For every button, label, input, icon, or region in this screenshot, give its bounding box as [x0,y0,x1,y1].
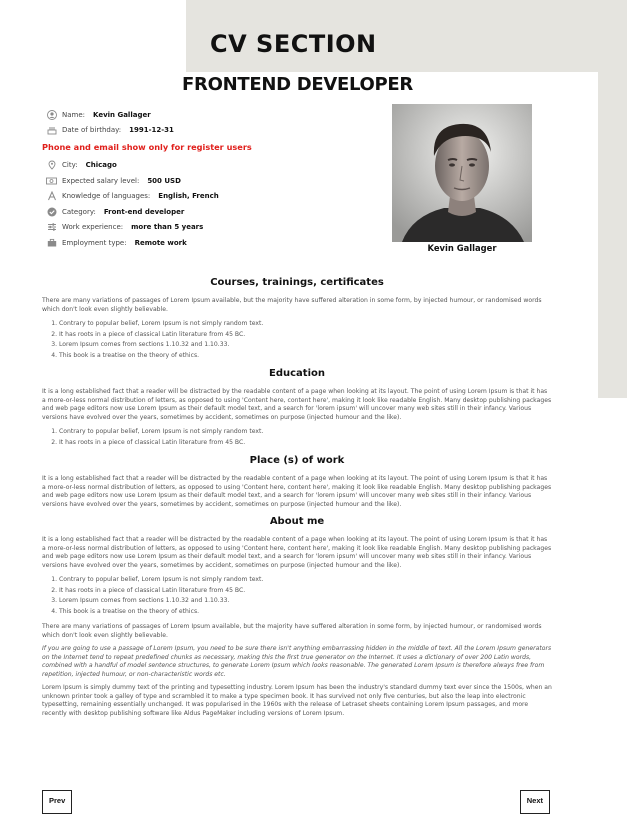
map-pin-icon [46,160,57,170]
side-band [598,72,627,398]
list-item: 2. It has roots in a piece of classical Latin literature from 45 BC. [59,438,552,449]
birthday-cake-icon [46,125,57,135]
about-text: It is a long established fact that a reader will be distracted by the readable content of a page when looking at its layout. The point of using Lorem Ipsum is that it has a more-or-less normal distribution of letters, as opposed to using 'Content here, content here', making it look like readable English. Many desktop publishing packages and web page editors now use Lorem Ipsum as their default model text, and a search for 'lorem ipsum' will uncover many web sites still in their infancy. Various versions have evolved over the years, sometimes by accident, sometimes on purpose (injected humour and the like). [42,536,552,569]
courses-heading: Courses, trainings, certificates [210,277,384,288]
work-heading: Place (s) of work [249,455,345,466]
languages-label: Knowledge of languages: [62,192,151,201]
profile-city-row [46,157,376,173]
list-item: 4. This book is a treatise on the theory of ethics. [59,351,552,362]
profile-name-row [46,107,376,123]
about-text-4: Lorem Ipsum is simply dummy text of the printing and typesetting industry. Lorem Ipsum has been the industry's standard dummy text ever since the 1500s, when an unknown printer took a galley of type and scrambled it to make a type specimen book. It has survived not only five centuries, but also the leap into electronic typesetting, remaining essentially unchanged. It was popularised in the 1960s with the release of Letraset sheets containing Lorem Ipsum passages, and more recently with desktop publishing software like Aldus PageMaker including versions of Lorem Ipsum. [42,684,552,717]
courses-list [42,319,552,361]
education-text: It is a long established fact that a reader will be distracted by the readable content of a page when looking at its layout. The point of using Lorem Ipsum is that it has a more-or-less normal distribution of letters, as opposed to using 'Content here, content here', making it look like readable English. Many desktop publishing packages and web page editors now use Lorem Ipsum as their default model text, and a search for 'lorem ipsum' will uncover many web sites still in their infancy. Various versions have evolved over the years, sometimes by accident, sometimes on purpose (injected humour and the like). [42,388,552,421]
experience-label: Work experience: [62,223,124,232]
user-icon [46,110,57,120]
about-list [42,575,552,617]
city-label: City: [62,160,78,169]
salary-label: Expected salary level: [62,176,140,185]
work-text: It is a long established fact that a reader will be distracted by the readable content of a page when looking at its layout. The point of using Lorem Ipsum is that it has a more-or-less normal distribution of letters, as opposed to using 'Content here, content here', making it look like readable English. Many desktop publishing packages and web page editors now use Lorem Ipsum as their default model text, and a search for 'lorem ipsum' will uncover many web sites still in their infancy. Various versions have evolved over the years, sometimes by accident, sometimes on purpose (injected humour and the like). [42,475,552,508]
profile-employment-row [46,235,376,251]
sliders-icon [46,222,57,232]
pagination [42,790,550,810]
salary-value: 500 USD [147,176,181,185]
courses-text: There are many variations of passages of Lorem Ipsum available, but the majority have suffered alteration in some form, by injected humour, or randomised words which don't look even slightly believable. [42,297,542,313]
employment-label: Employment type: [62,238,127,247]
education-list [42,427,552,448]
language-icon [46,191,57,201]
name-label: Name: [62,110,86,119]
list-item: 3. Lorem Ipsum comes from sections 1.10.32 and 1.10.33. [59,340,552,351]
profile-details [42,107,376,251]
name-value: Kevin Gallager [93,110,151,119]
profile-category-row [46,204,376,220]
languages-value: English, French [158,192,219,201]
next-button[interactable]: Next [520,790,550,814]
category-label: Category: [62,207,96,216]
briefcase-icon [46,238,57,248]
list-item: 1. Contrary to popular belief, Lorem Ipsum is not simply random text. [59,319,552,330]
profile-experience-row [46,220,376,236]
category-value: Front-end developer [103,207,185,216]
prev-button[interactable]: Prev [42,790,72,814]
birth-value: 1991-12-31 [129,126,174,135]
experience-value: more than 5 years [131,223,204,232]
profile-languages-row [46,188,376,204]
list-item: 3. Lorem Ipsum comes from sections 1.10.32 and 1.10.33. [59,596,552,607]
about-heading: About me [269,516,325,527]
city-value: Chicago [85,160,117,169]
cv-content [42,270,552,723]
photo-caption: Kevin Gallager [427,243,497,253]
profile-photo [392,104,532,242]
list-item: 2. It has roots in a piece of classical Latin literature from 45 BC. [59,586,552,597]
list-item: 1. Contrary to popular belief, Lorem Ipsum is not simply random text. [59,575,552,586]
list-item: 2. It has roots in a piece of classical Latin literature from 45 BC. [59,330,552,341]
money-icon [46,176,57,186]
employment-value: Remote work [134,238,187,247]
education-heading: Education [269,368,325,379]
list-item: 4. This book is a treatise on the theory of ethics. [59,607,552,618]
list-item: 1. Contrary to popular belief, Lorem Ipsum is not simply random text. [59,427,552,438]
check-circle-icon [46,207,57,217]
profile-birth-row [46,123,376,139]
job-title: FRONTEND DEVELOPER [182,74,413,95]
profile-salary-row [46,173,376,189]
about-text-2: There are many variations of passages of Lorem Ipsum available, but the majority have suffered alteration in some form, by injected humour, or randomised words which don't look even slightly believable. [42,623,542,639]
page-title: CV SECTION [210,30,377,58]
restricted-contact-notice: Phone and email show only for register users [42,142,252,153]
birth-label: Date of birthday: [62,126,122,135]
about-text-italic: If you are going to use a passage of Lorem Ipsum, you need to be sure there isn't anything embarrassing hidden in the middle of text. All the Lorem Ipsum generators on the Internet tend to repeat predefined chunks as necessary, making this the first true generator on the Internet. It uses a dictionary of over 200 Latin words, combined with a handful of model sentence structures, to generate Lorem Ipsum which looks reasonable. The generated Lorem Ipsum is therefore always free from repetition, injected humour, or non-characteristic words etc. [42,645,552,678]
